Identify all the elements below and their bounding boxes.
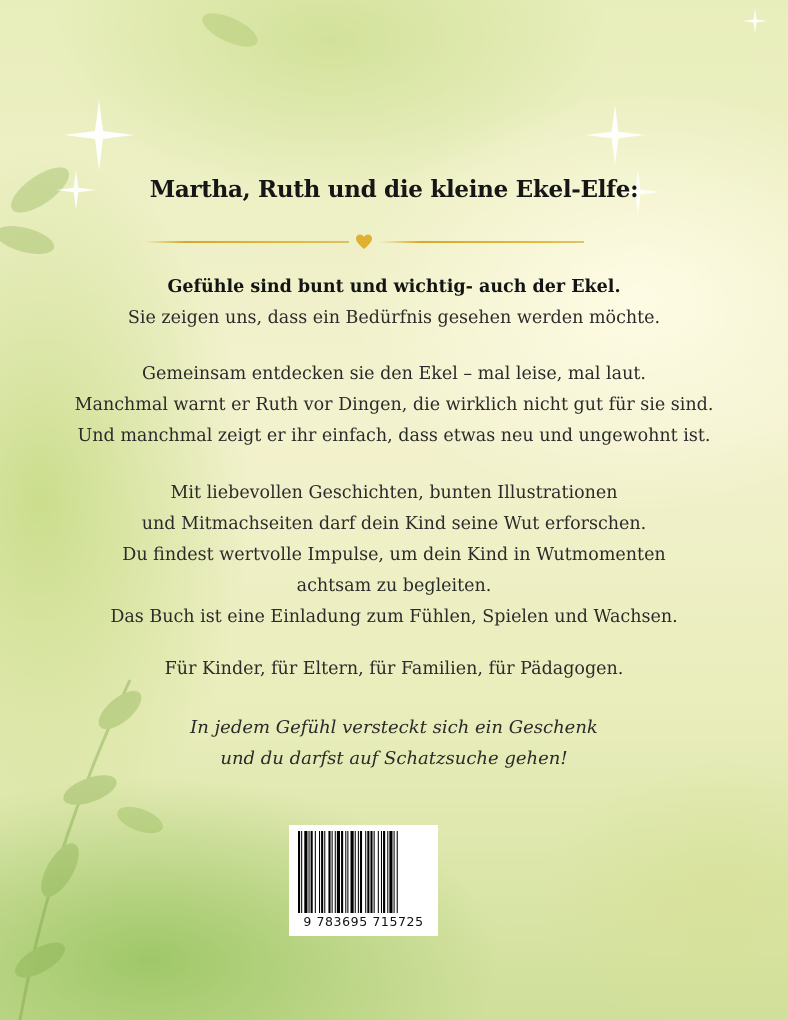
- barcode-bar: [301, 831, 302, 913]
- barcode-bar: [298, 831, 300, 913]
- barcode-bar: [324, 831, 325, 913]
- paragraph-line: und Mitmachseiten darf dein Kind seine Wut erforschen.: [141, 514, 647, 534]
- barcode-bar: [389, 831, 392, 913]
- barcode-bar: [358, 831, 359, 913]
- audience-line: [0, 654, 788, 685]
- barcode-bar: [397, 831, 398, 913]
- barcode-bar: [328, 831, 330, 913]
- paragraph-line: Gemeinsam entdecken sie den Ekel – mal leise, mal laut.: [142, 364, 646, 384]
- barcode-bar: [383, 831, 385, 913]
- paragraph-line: Das Buch ist eine Einladung zum Fühlen, Spielen und Wachsen.: [110, 607, 678, 627]
- barcode-bar: [347, 831, 348, 913]
- barcode-bar: [370, 831, 372, 913]
- paragraph-line: achtsam zu begleiten.: [296, 576, 492, 596]
- barcode-bar: [315, 831, 316, 913]
- barcode-bar: [337, 831, 340, 913]
- barcode-bar: [335, 831, 336, 913]
- closing-line: und du darfst auf Schatzsuche gehen!: [220, 748, 568, 769]
- barcode-bar: [355, 831, 356, 913]
- isbn-number: 9 783695 715725: [303, 914, 424, 929]
- barcode-bar: [351, 831, 354, 913]
- paragraph-line: Und manchmal zeigt er ihr einfach, dass etwas neu und ungewohnt ist.: [77, 426, 711, 446]
- barcode-bar: [304, 831, 307, 913]
- barcode-bar: [332, 831, 333, 913]
- heart-icon: [354, 232, 374, 252]
- sparkle-icon: [742, 8, 768, 34]
- title-divider: [144, 232, 584, 252]
- barcode-bar: [367, 831, 369, 913]
- barcode-bar: [341, 831, 343, 913]
- page-title: Martha, Ruth und die kleine Ekel-Elfe:: [149, 176, 639, 203]
- barcode-bar: [360, 831, 362, 913]
- intro-line: Sie zeigen uns, dass ein Bedürfnis gesehen werden möchte.: [127, 308, 661, 328]
- paragraph-line: Mit liebevollen Geschichten, bunten Illustrationen: [170, 483, 618, 503]
- barcode-bar: [381, 831, 382, 913]
- paragraph-line: Manchmal warnt er Ruth vor Dingen, die wirklich nicht gut für sie sind.: [74, 395, 714, 415]
- intro-heading: Gefühle sind bunt und wichtig- auch der Ekel.: [167, 277, 621, 297]
- intro-block: [0, 272, 788, 334]
- barcode-bar: [319, 831, 320, 913]
- closing-line: In jedem Gefühl versteckt sich ein Geschenk: [190, 717, 598, 738]
- divider-line-right: [379, 241, 584, 243]
- barcode-bar: [374, 831, 375, 913]
- barcode-bar: [387, 831, 388, 913]
- barcode-bars: [298, 831, 429, 913]
- barcode-bar: [309, 831, 310, 913]
- barcode-bar: [378, 831, 379, 913]
- barcode-bar: [345, 831, 346, 913]
- audience-text: Für Kinder, für Eltern, für Familien, für Pädagogen.: [164, 659, 624, 679]
- sparkle-icon: [585, 105, 645, 165]
- isbn-barcode: [289, 825, 438, 936]
- barcode-bar: [365, 831, 366, 913]
- closing-block: [0, 712, 788, 774]
- paragraph-2: [0, 478, 788, 633]
- paragraph-1: [0, 359, 788, 452]
- barcode-bar: [394, 831, 395, 913]
- barcode-bar: [321, 831, 323, 913]
- divider-line-left: [144, 241, 349, 243]
- leaf-decoration-top: [0, 0, 300, 260]
- barcode-bar: [311, 831, 313, 913]
- sparkle-icon: [64, 100, 134, 170]
- paragraph-line: Du findest wertvolle Impulse, um dein Kind in Wutmomenten: [122, 545, 666, 565]
